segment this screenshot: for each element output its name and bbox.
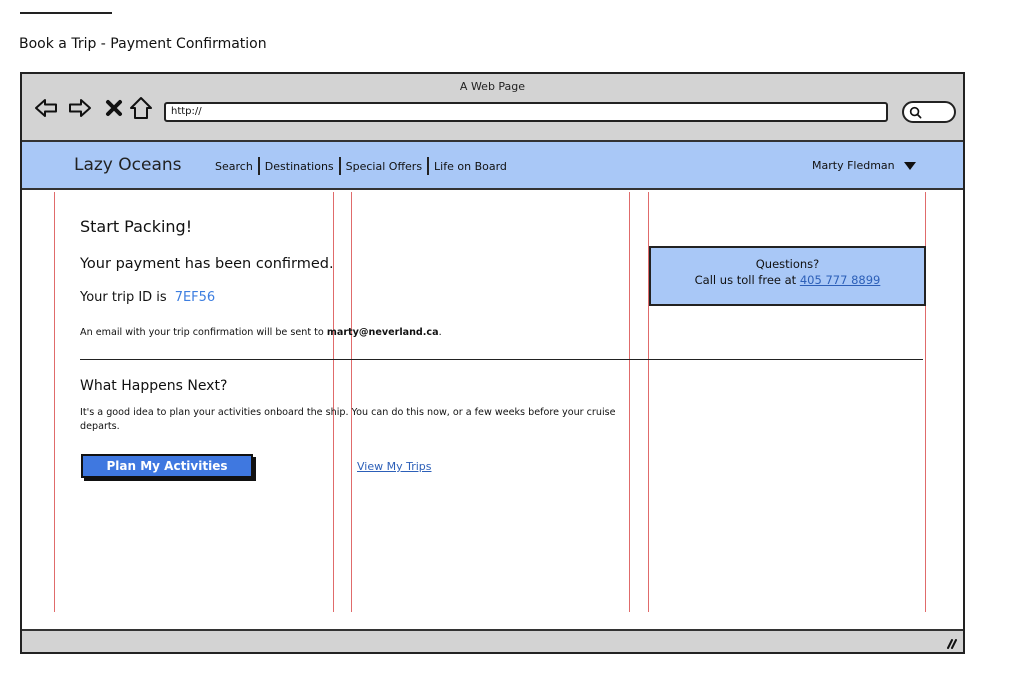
browser-toolbar	[22, 74, 963, 142]
search-icon	[909, 106, 922, 119]
page-title: Start Packing!	[80, 217, 193, 236]
nav-special-offers[interactable]: Special Offers	[345, 159, 423, 173]
trip-id-row	[80, 290, 215, 305]
questions-box	[649, 246, 926, 306]
page-heading: Book a Trip - Payment Confirmation	[19, 36, 267, 52]
close-icon	[102, 96, 126, 120]
browser-window	[20, 72, 965, 654]
forward-button[interactable]	[68, 96, 92, 120]
resize-grip-icon[interactable]	[943, 635, 957, 649]
layout-guide	[333, 192, 334, 612]
arrow-right-icon	[68, 96, 92, 120]
questions-title: Questions?	[755, 257, 820, 271]
page-content	[22, 192, 963, 629]
layout-guide	[54, 192, 55, 612]
next-steps-text: It's a good idea to plan your activities onboard the ship. You can do this now, or a few weeks before your cruise departs.	[80, 407, 616, 432]
confirmation-message: Your payment has been confirmed.	[80, 256, 334, 272]
email-notice	[80, 327, 442, 338]
brand-logo[interactable]: Lazy Oceans	[74, 155, 182, 175]
status-bar	[22, 629, 963, 652]
plan-activities-button[interactable]: Plan My Activities	[81, 454, 253, 478]
caret-down-icon[interactable]	[904, 162, 916, 170]
view-trips-link[interactable]: View My Trips	[357, 460, 432, 473]
section-divider	[80, 359, 923, 360]
top-rule	[20, 12, 112, 14]
trip-id-label: Your trip ID is	[80, 290, 167, 305]
next-steps-heading: What Happens Next?	[80, 378, 228, 394]
call-line	[651, 272, 924, 288]
window-title: A Web Page	[459, 80, 526, 93]
home-button[interactable]	[129, 96, 153, 120]
email-suffix: .	[438, 327, 442, 338]
trip-id-value: 7EF56	[174, 290, 216, 305]
user-menu[interactable]: Marty Fledman	[812, 159, 895, 172]
call-text: Call us toll free at	[694, 273, 797, 287]
nav-life-on-board[interactable]: Life on Board	[434, 159, 507, 173]
arrow-left-icon	[34, 96, 58, 120]
url-input[interactable]: http://	[164, 102, 888, 122]
site-header	[22, 142, 963, 190]
layout-guide	[351, 192, 352, 612]
email-prefix: An email with your trip confirmation will be sent to	[80, 327, 324, 338]
back-button[interactable]	[34, 96, 58, 120]
phone-link[interactable]: 405 777 8899	[799, 273, 881, 287]
nav-search[interactable]: Search	[215, 159, 253, 173]
email-address: marty@neverland.ca	[326, 327, 439, 338]
stop-button[interactable]	[102, 96, 126, 120]
main-nav	[210, 157, 512, 175]
nav-destinations[interactable]: Destinations	[264, 159, 334, 173]
browser-search-button[interactable]	[902, 101, 956, 123]
home-icon	[129, 96, 153, 120]
layout-guide	[629, 192, 630, 612]
